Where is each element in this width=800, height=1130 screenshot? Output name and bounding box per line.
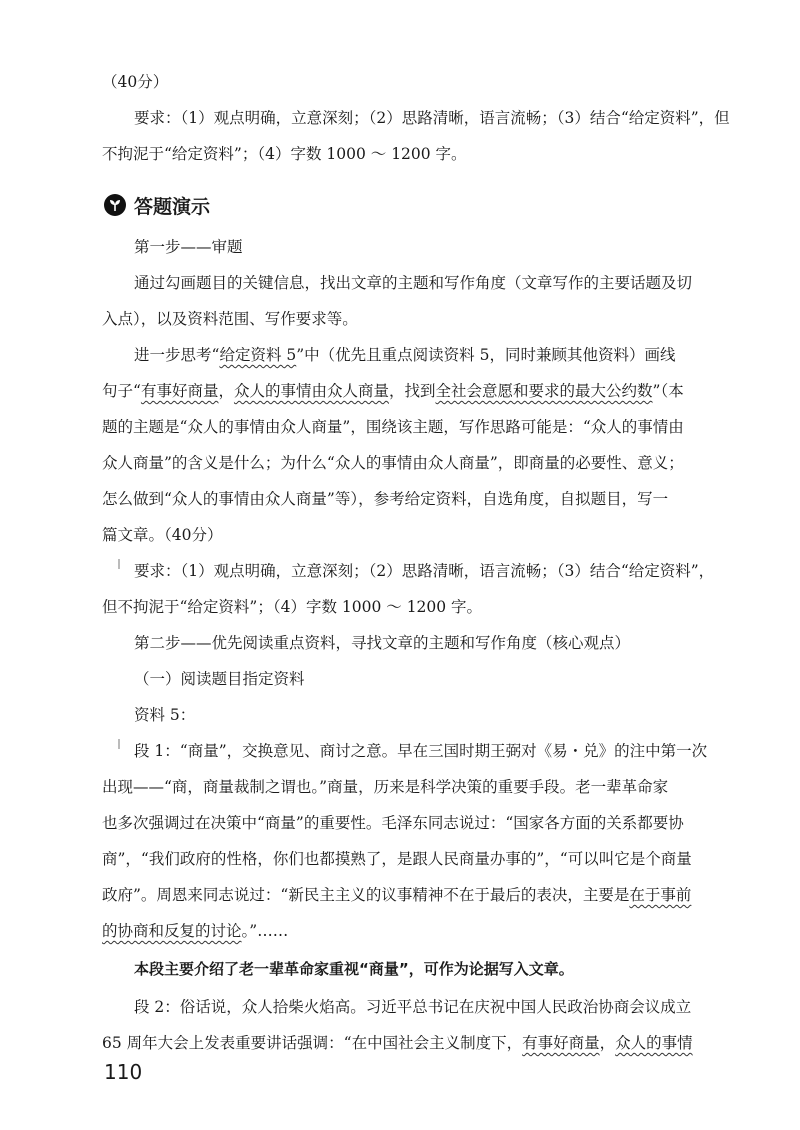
section-heading xyxy=(104,190,210,220)
page-number: 110 xyxy=(104,1060,143,1084)
requirement-line-1: 要求：（1）观点明确，立意深刻；（2）思路清晰，语言流畅；（3）结合“给定资料”，但 xyxy=(134,109,730,127)
step2-subtitle: （一）阅读题目指定资料 xyxy=(134,670,305,688)
margin-mark xyxy=(118,739,120,749)
paragraph1-line3: 也多次强调过在决策中“商量”的重要性。毛泽东同志说过：“国家各方面的关系都要协 xyxy=(102,814,684,832)
paragraph1-line6 xyxy=(102,913,702,949)
margin-mark xyxy=(118,559,120,569)
underlined-phrase: 全社会意愿和要求的最大公约数 xyxy=(435,382,653,400)
paragraph1-line4: 商”，“我们政府的性格，你们也都摸熟了，是跟人民商量办事的”，“可以叫它是个商量 xyxy=(102,850,692,868)
section-title: 答题演示 xyxy=(134,195,211,218)
underlined-phrase: 众人的事情由众人商量 xyxy=(233,382,389,400)
step1-para3-line1: 要求：（1）观点明确，立意深刻；（2）思路清晰，语言流畅；（3）结合“给定资料”， xyxy=(134,562,715,580)
score-line: （40分） xyxy=(102,73,169,91)
text-segment: 政府”。周恩来同志说过：“新民主主义的议事精神不在于最后的表决，主要是 xyxy=(102,886,630,904)
step1-para1-line1: 通过勾画题目的关键信息，找出文章的主题和写作角度（文章写作的主要话题及切 xyxy=(134,274,693,292)
paragraph1-line1: 段 1：“商量”，交换意见、商讨之意。早在三国时期王弼对《易・兑》的注中第一次 xyxy=(134,742,708,760)
text-segment: ，找到 xyxy=(388,382,436,400)
leaf-badge-icon xyxy=(104,194,126,216)
text-segment: 。”…… xyxy=(241,922,289,940)
text-segment: 句子“ xyxy=(102,382,141,400)
paragraph2-line1: 段 2：俗话说，众人拾柴火焰高。习近平总书记在庆祝中国人民政治协商会议成立 xyxy=(134,998,692,1016)
text-segment: ， xyxy=(599,1034,616,1052)
step1-title: 第一步——审题 xyxy=(134,238,243,256)
step1-para2-line6: 篇文章。（40分） xyxy=(102,526,223,544)
underlined-phrase: 的协商和反复的讨论 xyxy=(102,922,242,940)
step1-para3-line2: 但不拘泥于“给定资料”；（4）字数 1000 ～ 1200 字。 xyxy=(102,598,483,616)
step1-para2-line5: 怎么做到“众人的事情由众人商量”等），参考给定资料，自选角度，自拟题目，写一 xyxy=(102,490,669,508)
step1-para2-line1 xyxy=(134,337,734,373)
underlined-phrase: 众人的事情 xyxy=(615,1034,693,1052)
underlined-phrase: 给定资料 5 xyxy=(219,346,297,364)
step1-para1-line2: 入点），以及资料范围、写作要求等。 xyxy=(102,310,358,328)
material-label: 资料 5： xyxy=(134,706,196,724)
text-segment: ”（本 xyxy=(652,382,684,400)
underlined-phrase: 在于事前 xyxy=(629,886,692,904)
step1-para2-line3: 题的主题是“众人的事情由众人商量”，围绕该主题，写作思路可能是：“众人的事情由 xyxy=(102,418,684,436)
requirement-line-2: 不拘泥于“给定资料”；（4）字数 1000 ～ 1200 字。 xyxy=(102,145,467,163)
text-segment: ， xyxy=(218,382,234,400)
text-segment: 65 周年大会上发表重要讲话强调：“在中国社会主义制度下， xyxy=(102,1034,523,1052)
paragraph2-line2 xyxy=(102,1025,702,1061)
step2-title: 第二步——优先阅读重点资料，寻找文章的主题和写作角度（核心观点） xyxy=(134,634,631,652)
paragraph1-line5 xyxy=(102,877,702,913)
step1-para2-line4: 众人商量”的含义是什么；为什么“众人的事情由众人商量”，即商量的必要性、意义； xyxy=(102,454,684,472)
text-segment: ”中（优先且重点阅读资料 5，同时兼顾其他资料）画线 xyxy=(296,346,676,364)
underlined-phrase: 有事好商量 xyxy=(140,382,219,400)
paragraph1-summary: 本段主要介绍了老一辈革命家重视“商量”，可作为论据写入文章。 xyxy=(134,960,574,978)
text-segment: 进一步思考“ xyxy=(134,346,220,364)
underlined-phrase: 有事好商量 xyxy=(522,1034,600,1052)
step1-para2-line2 xyxy=(102,373,702,409)
paragraph1-line2: 出现——“商，商量裁制之谓也。”商量，历来是科学决策的重要手段。老一辈革命家 xyxy=(102,778,669,796)
